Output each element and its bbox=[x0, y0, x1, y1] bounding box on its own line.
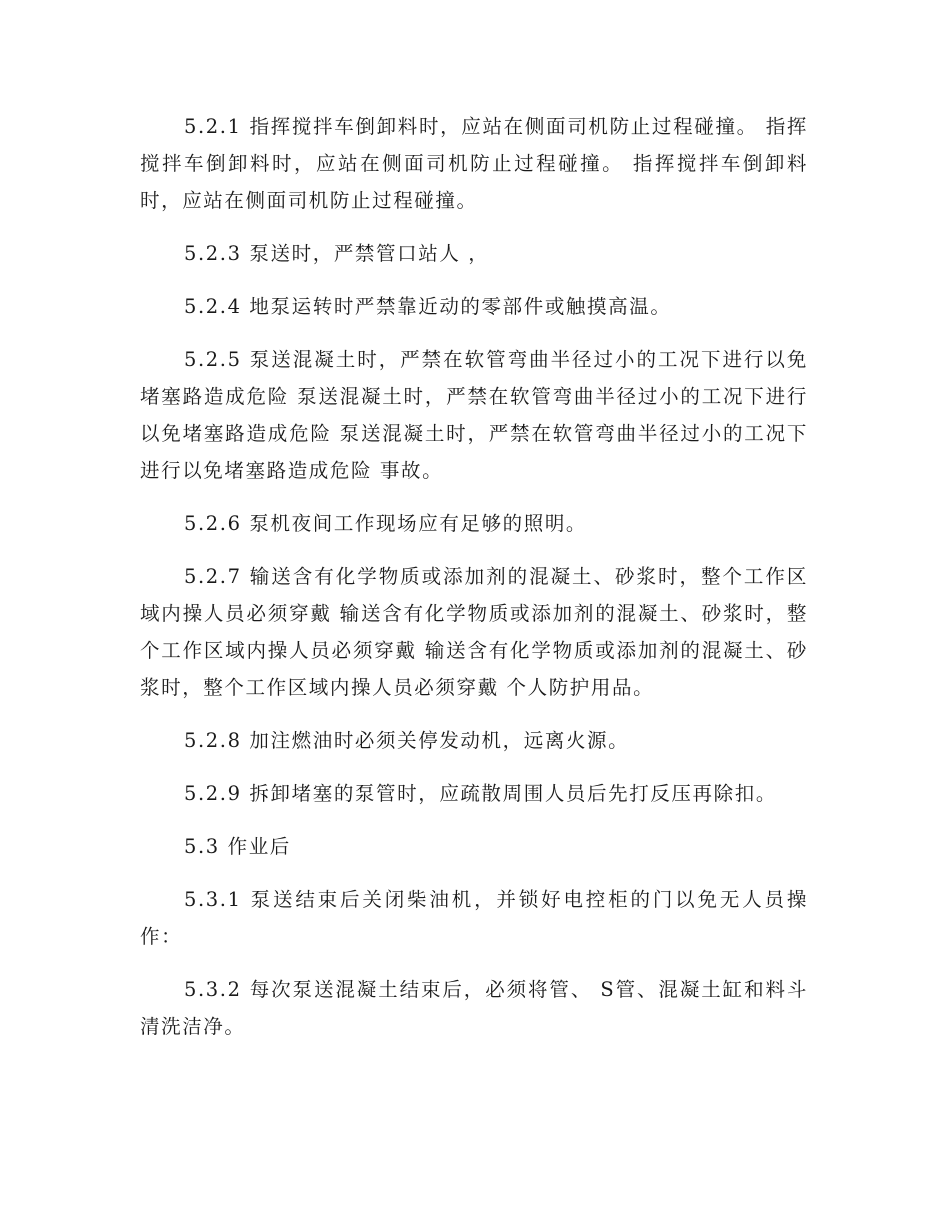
paragraph-5-2-5: 5.2.5 泵送混凝土时，严禁在软管弯曲半径过小的工况下进行以免堵塞路造成危险 泵送混凝土时，严禁在软管弯曲半径过小的工况下进行以免堵塞路造成危险 泵送混凝土时，严禁在软管弯曲半径过小的工况下进行以免堵塞路造成危险 事故。 bbox=[140, 348, 808, 482]
paragraph-5-3-1: 5.3.1 泵送结束后关闭柴油机，并锁好电控柜的门以免无人员操作： bbox=[140, 888, 808, 948]
paragraph-5-2-8: 5.2.8 加注燃油时必须关停发动机，远离火源。 bbox=[184, 729, 630, 752]
paragraph-5-3-2: 5.3.2 每次泵送混凝土结束后，必须将管、 S管、混凝土缸和料斗清洗洁净。 bbox=[140, 978, 808, 1038]
paragraph-5-2-3: 5.2.3 泵送时，严禁管口站人 ， bbox=[184, 242, 490, 265]
paragraph-5-2-9: 5.2.9 拆卸堵塞的泵管时，应疏散周围人员后先打反压再除扣。 bbox=[184, 782, 777, 805]
paragraph-5-2-7: 5.2.7 输送含有化学物质或添加剂的混凝土、砂浆时，整个工作区域内操人员必须穿戴 输送含有化学物质或添加剂的混凝土、砂浆时，整个工作区域内操人员必须穿戴 输送含有化学物质或添加剂的混凝土、砂浆时，整个工作区域内操人员必须穿戴 个人防护用品。 bbox=[140, 565, 808, 699]
paragraph-5-2-1: 5.2.1 指挥搅拌车倒卸料时，应站在侧面司机防止过程碰撞。 指挥搅拌车倒卸料时，应站在侧面司机防止过程碰撞。 指挥搅拌车倒卸料时，应站在侧面司机防止过程碰撞。 bbox=[140, 115, 808, 212]
section-heading-5-3: 5.3 作业后 bbox=[184, 835, 291, 858]
document-body bbox=[140, 108, 808, 1061]
paragraph-5-2-6: 5.2.6 泵机夜间工作现场应有足够的照明。 bbox=[184, 512, 588, 535]
paragraph-5-2-4: 5.2.4 地泵运转时严禁靠近动的零部件或触摸高温。 bbox=[184, 295, 672, 318]
